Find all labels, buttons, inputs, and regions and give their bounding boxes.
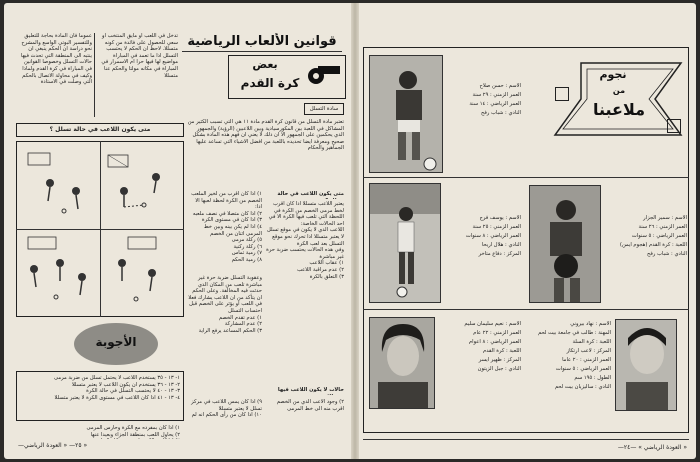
player-3-name: الاسم : يوسف فرج xyxy=(479,215,521,221)
left-page xyxy=(4,3,351,459)
right-page xyxy=(359,3,696,459)
penalty-text: وعقوبة التسلل ضربة حرة غير مباشرة تلعب من المكان الذي حدثت فيه المخالفة. وعلى الحكم ان يتأكد من ان اللاعب يشارك فعلا في اللعب او يؤثر على الخصم قبل احتساب التسلل ١) عدم تقدم الخصم ٢) عدم المشاركة ٣) الحكم المساعد يرفع الراية xyxy=(188,275,262,334)
footer-rule xyxy=(363,439,689,440)
panel-divider xyxy=(100,141,101,317)
player-3-age: العمر الزمني : ٢٥ سنة xyxy=(472,224,521,230)
player-photo-3 xyxy=(369,183,441,303)
section-label: سادة التسلل xyxy=(309,106,339,112)
player-5-position: المركز : ظهير ايسر xyxy=(478,357,521,363)
page-folio-right: « العودة الرياضي » —٢٤— xyxy=(617,444,687,451)
offside-no-text: ٢) وجود الاعب الذي من الخصم اقرب منه الى خط المرمى xyxy=(276,399,344,412)
player-5-sport-age: العمر الرياضي : ٨ اعوام xyxy=(468,339,521,345)
offside-diagram-2 xyxy=(20,147,96,223)
player-1-age: العمر الزمني : ٢٩ سنة xyxy=(472,92,521,98)
title-rule xyxy=(182,51,342,52)
offside-yes-heading: متى يكون اللاعب في حالة xyxy=(277,191,344,197)
intro-paragraph: تعتبر مادة التسلل من قانون كرة القدم مادة ١١ هي التي تسبب الكثير من المشاكل في اللعبة بين المكورسيادية وبين اللاعبين (الرؤية) والجمهور الذي يحكمين على الجمهور الا ان ذلك لا يعني ان فهم هذه المادة بشكل صحيح ومعرفة ايضا تحديده باللعبة من افضل الاشياء التي تساعد عليها الجماهير والحكام xyxy=(187,119,344,152)
row-divider xyxy=(363,309,689,310)
player-1-name: الاسم : حسن صلاح xyxy=(479,83,521,89)
player-4-sport: اللعبة : كرة السلة xyxy=(572,339,611,345)
player-photo-2 xyxy=(529,185,601,303)
masthead-line1: نجوم xyxy=(599,68,627,81)
offside-diagram-1 xyxy=(104,147,180,223)
column-rule xyxy=(94,33,95,117)
top-text-left: تدخل في اللعب او مايق المنتخب او سعي للحصول على فائدة من كونه متسللا. لاحظ ان الحكم لا يحتسب التسلل اذا ما تعمد في المباراة مواضيع لها فيها حرا ام الاسمرار في المباراة في مكانه مولتا والحكم عنا متسللا xyxy=(101,33,178,79)
player-1-sport-age: العمر الرياضي : ١٤ سنة xyxy=(469,101,521,107)
answers-text: ١- ١٣ - ٣٥ يستخدم اللاعب لا يحتمل تسلل من ضربة مرمى ٢- ١٣ - ٣٦ يستخدم ان يكون اللاعب لا يعتبر متسللا ٣- ١٣ - ٤٠ لا يحتسب التسلل في حالة الكرة ٤- ١٣ - ٤١ اذا كان اللاعب في مستوى الكرة لا يعتبر متسللا xyxy=(54,375,180,401)
player-2-club: النادي : شباب رفح xyxy=(647,251,687,257)
player-4-position: المركز : لاعب ارتكاز xyxy=(566,348,611,354)
mid-col-d: ١) اذا كان بمفرده مع الكرة وحارس المرمى ٢) يحاول اللعب بمنطقة الجزاء وبعيدا عنها xyxy=(86,425,180,438)
offside-diagram-4 xyxy=(20,233,96,313)
player-4-name: الاسم : نهاد بيروني xyxy=(570,321,611,327)
player-3-position: المركز : دفاع متأخر xyxy=(478,251,521,257)
player-photo-4 xyxy=(615,319,677,411)
player-4-job: المهنة : طالب في جامعة بيت لحم xyxy=(538,330,611,336)
player-4-club: النادي : ساليزيان بيت لحم xyxy=(554,384,611,390)
banner-line1: بعض xyxy=(252,58,278,71)
row-divider xyxy=(363,177,689,178)
page-folio-left: —٢٥— « العودة الرياضي » xyxy=(18,442,88,449)
player-5-club: النادي : جبل الزيتون xyxy=(477,366,521,372)
banner-line2: كرة القدم xyxy=(240,76,300,90)
player-3-sport-age: العمر الرياضي : ٨ سنوات xyxy=(465,233,521,239)
answers-heading: الأجوبة xyxy=(95,335,137,349)
player-2-name: الاسم : سمير الجزار xyxy=(643,215,687,221)
player-5-age: العمر الزمني : ٢٢ عام xyxy=(473,330,521,336)
offside-question: متى يكون اللاعب في حالة تسلل ؟ xyxy=(49,126,151,133)
masthead-line2: من xyxy=(612,86,626,95)
top-text-far-left: عموما فان المادة بحاجة للتعليق وللتفسير البوتي الواسع والمشرح نحو دراسة ان الحكم ينبغي ان ينتبه الى المنطقة التي تحدث فيها حالات التسلل وخصوصا القوانين في المباراة في كرة القدم ولماذا وكيف في محاولة الاتصال بالحكم التي وصلت في الاستاذة xyxy=(20,33,92,86)
page-title: قوانين الألعاب الرياضية xyxy=(187,34,337,49)
offside-rules-text: يعتبر اللاعب متسللا اذا كان اقرب لخط مرمى الخصم من الكرة في اللحظة التي تلعب فيها الكرة الا في احد الحالات الخاصة: اللاعب الذي لا يكون في موقع تسلل لا يعتبر متسللا اذا تحرك نحو موقع التسلل بعد لعب الكرة وفي هذه الحالات يحتسب ضربة حرة غير مباشرة ١) عقاب اللاعب ٢) عدم مراقبة اللاعب ٣) التعلق بالكرة xyxy=(266,201,344,280)
offside-no-heading: حالات لا يكون اللاعب فيها xyxy=(277,387,344,393)
offside-diagram-3 xyxy=(104,233,180,313)
player-2-position: اللعبة : كرة القدم (هجوم ايمن) xyxy=(619,242,687,248)
player-2-sport-age: العمر الرياضي : ٥ سنوات xyxy=(631,233,687,239)
player-4-height: الطول : ١٩٥ سم xyxy=(574,375,611,381)
player-4-sport-age: العمر الرياضي : ٥ سنوات xyxy=(555,366,611,372)
gutter xyxy=(351,3,359,459)
player-3-club: النادي : هلال اريحا xyxy=(481,242,521,248)
player-2-age: العمر الزمني : ٢٦ سنة xyxy=(638,224,687,230)
player-4-age: العمر الزمني : ٢٠ عاما xyxy=(562,357,611,363)
magazine-spread xyxy=(4,3,696,459)
player-5-name: الاسم : نعيم سليمان سليم xyxy=(464,321,521,327)
player-5-sport: اللعبة : كرة القدم xyxy=(483,348,521,354)
extra-rules-text: ٩) اذا كان يمس اللاعب في مركز تسلل لا يعتبر متسللا ١٠) اذا كان من رأى الحكم انه لم xyxy=(191,399,262,419)
offside-exceptions-text: ١) اذا كان أقرب من لخير الملعب الخصم من الكرة لحظة لعبها الا اذا: ٢) اذا كان متصلا في نصف ملعبه ٣) اذا كان في مستوى الكرة ٤) اذا لم يكن بينه وبين خط المرمى اثنان من الخصم ٥) ركلة مرمى ٦) ركلة ركنية ٧) رمية تماس ٨) رمية الحكم xyxy=(191,191,262,263)
player-photo-5 xyxy=(369,317,435,409)
whistle-icon xyxy=(304,63,342,85)
player-1-club: النادي : شباب رفح xyxy=(481,110,521,116)
masthead-line3: ملاعبنا xyxy=(592,100,646,119)
player-photo-1 xyxy=(369,55,443,173)
